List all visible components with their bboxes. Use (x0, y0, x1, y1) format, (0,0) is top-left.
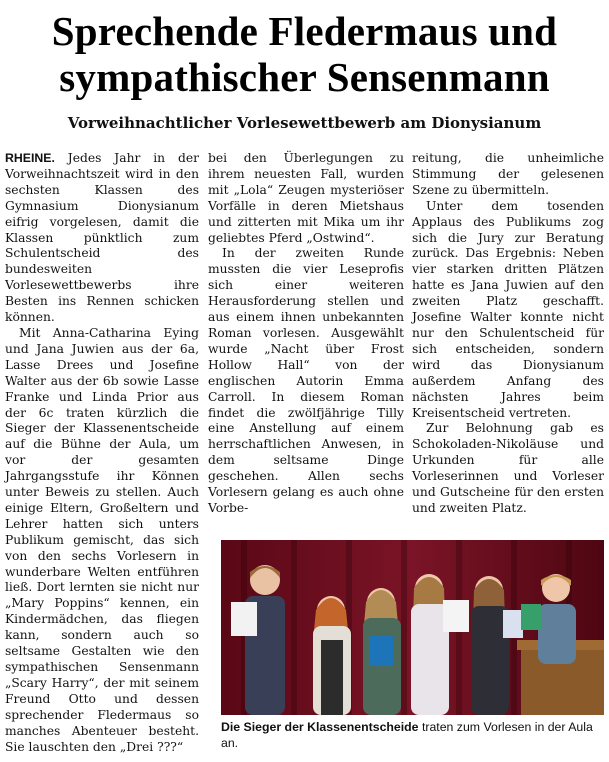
article-paragraph: Mit Anna-Catharina Eying und Jana Juwien aus der 6a, Lasse Drees und Josefine Walter aus der 6b sowie Lasse Franke und Linda Prior aus der 6c traten kürzlich die Sieger der Klassenentscheide auf die Bühne der Aula, um vor der gesamten Jahrgangsstufe ihr Können unter Beweis zu stellen. Auch einige Eltern, Großeltern und Lehrer hatten sich unters Publikum gemischt, das sich von den sechs Vorlesern in wunderbare Welten entführen ließ. Dort lernten sie nicht nur „Mary Poppins“ kennen, ein Kindermädchen, das fliegen kann, sondern auch so seltsame Gestalten wie den sympathischen Sensenmann „Scary Harry“, der mit seinem Freund Otto und dessen sprechender Fledermaus so manches Abenteuer besteht. Sie lauschten den „Drei ???“ (5, 325, 199, 754)
headline-line-2: sympathischer Sensenmann (59, 54, 550, 100)
article-column-2 (208, 151, 404, 517)
headline (0, 8, 609, 100)
article-column-3 (412, 151, 604, 517)
subheadline: Vorweihnachtlicher Vorlesewettbewerb am Dionysianum (67, 114, 542, 132)
article-paragraph: Unter dem tosenden Applaus des Publikums zog sich die Jury zur Beratung zurück. Das Ergebnis: Neben vier starken dritten Plätzen hatte es Jana Juwien auf den zweiten Platz geschafft. Josefine Walter konnte nicht nur den Schulentscheid für sich entscheiden, sondern wird das Dionysianum außerdem Anfang des nächsten Jahres beim Kreisentscheid vertreten. (412, 198, 604, 420)
caption-bold: Die Sieger der Klassenentscheide (221, 720, 419, 734)
article-paragraph: reitung, die unheimliche Stimmung der gelesenen Szene zu übermitteln. (412, 151, 604, 197)
caption-text: traten zum Vorlesen in der Aula an. (221, 720, 593, 750)
photo-illustration (221, 540, 604, 715)
article-paragraph (5, 151, 199, 326)
student-2 (313, 596, 351, 715)
article-paragraph: In der zweiten Runde mussten die vier Leseprofis sich einer weiteren Herausforderung stellen und aus einem ihnen unbekannten Roman vorlesen. Ausgewählt wurde „Nacht über Frost Hollow Hall“ von der englischen Autorin Emma Carroll. In diesem Roman findet die zwölfjährige Tilly eine Anstellung auf einem herrschaftlichen Anwesen, in dem seltsame Dinge geschehen. Allen sechs Vorlesern gelang es auch ohne Vorbe- (208, 246, 404, 515)
student-3 (363, 588, 401, 715)
dateline: RHEINE. (5, 151, 55, 165)
photo-caption (221, 720, 604, 751)
group-photo (221, 540, 604, 715)
paragraph-text: Jedes Jahr in der Vorweihnachtszeit wird in den sechsten Klassen des Gymnasium Dionysianum eifrig vorgelesen, damit die Klassen pünktlich zum Schulentscheid des bundesweiten Vorlesewettbewerbs ihre Besten ins Rennen schicken können. (5, 151, 199, 325)
article-column-1 (5, 151, 199, 755)
headline-line-1: Sprechende Fledermaus und (51, 8, 558, 54)
article-paragraph: Zur Belohnung gab es Schokoladen-Nikoläuse und Urkunden für alle Vorleserinnen und Vorleser und Gutscheine für den ersten und zweiten Platz. (412, 421, 604, 515)
article-paragraph: bei den Überlegungen zu ihrem neuesten Fall, wurden mit „Lola“ Zeugen mysteriöser Vorfälle in deren Mietshaus und zitterten mit Mika um ihr geliebtes Pferd „Ostwind“. (208, 151, 404, 245)
